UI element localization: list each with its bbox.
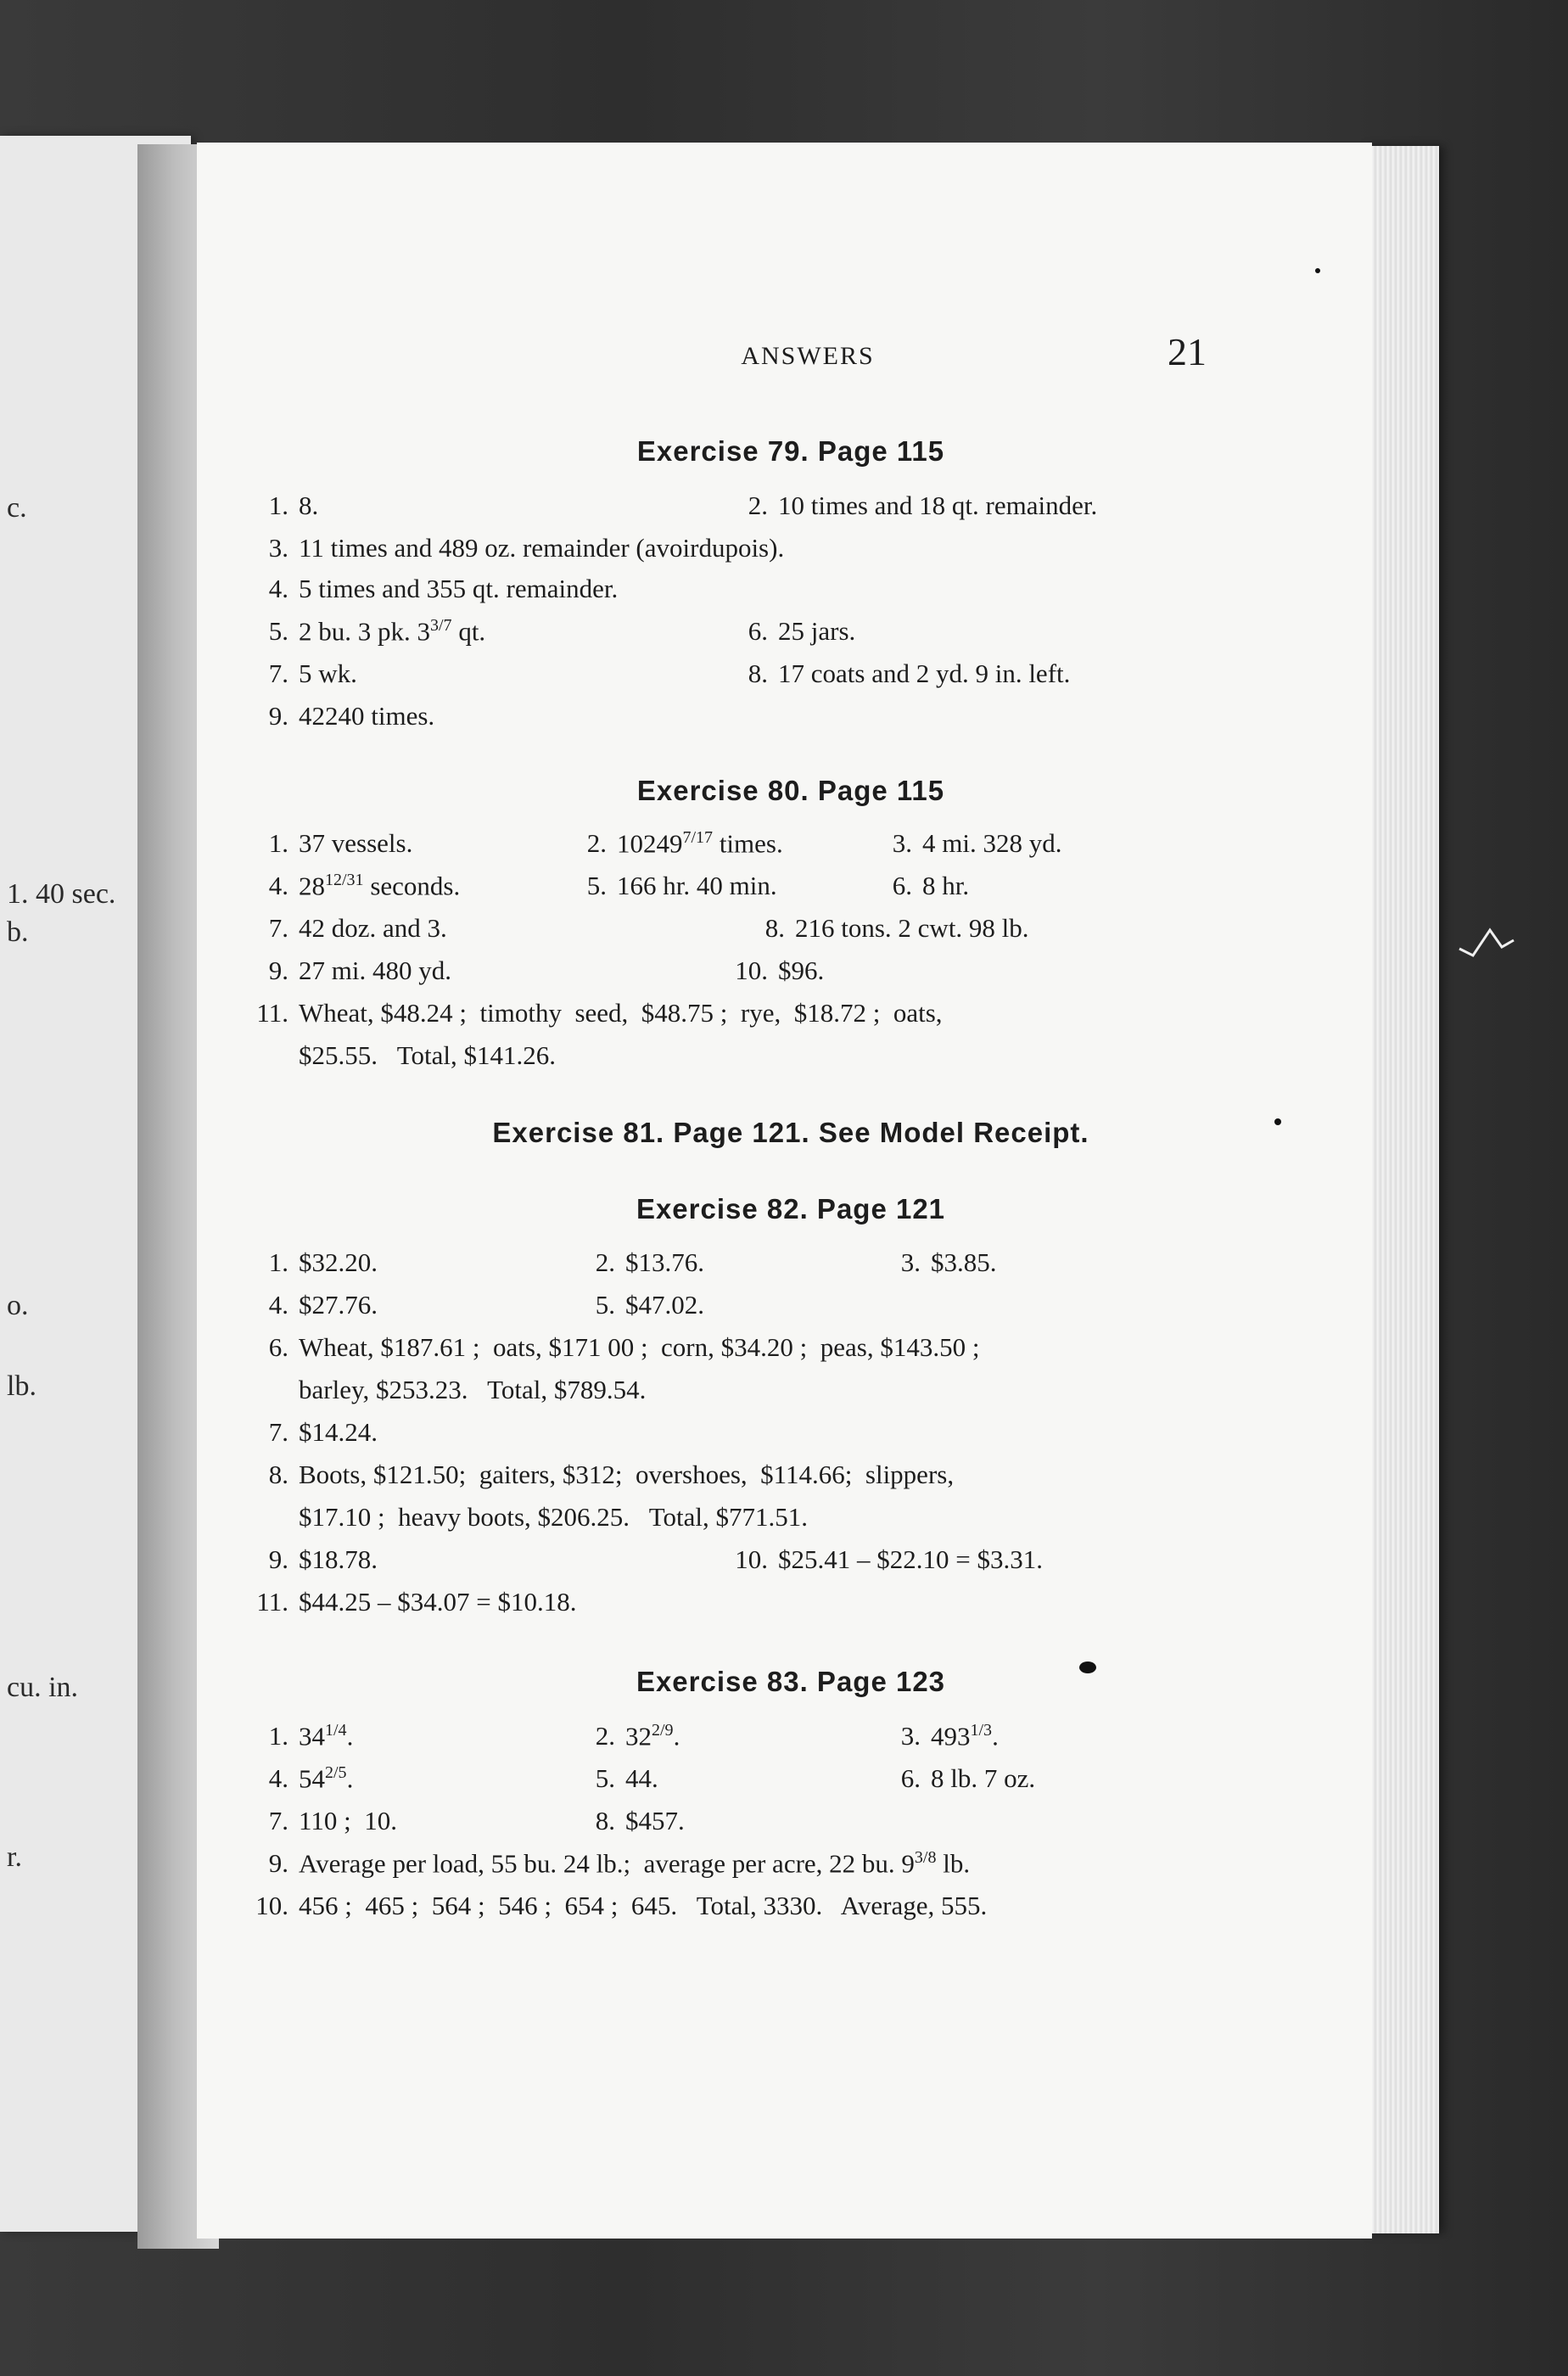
answer-whole: 493 — [931, 1721, 971, 1751]
answer-unit: qt. — [451, 616, 486, 647]
answer-number: 7. — [268, 658, 288, 688]
left-fragment: cu. in. — [7, 1672, 79, 1703]
answer-line — [248, 658, 1368, 699]
answer-whole: 10249 — [617, 828, 683, 859]
answer-text: $25.55. Total, $141.26. — [299, 1040, 556, 1070]
answer-line — [248, 1332, 1368, 1373]
answer-text — [931, 1721, 999, 1751]
answer-number: 2. — [748, 490, 768, 520]
answer-text: 5 times and 355 qt. remainder. — [299, 574, 619, 603]
answer-line — [248, 616, 1368, 657]
answer-number: 6. — [268, 1332, 288, 1362]
answer-text: 17 coats and 2 yd. 9 in. left. — [778, 658, 1071, 688]
answer-number: 6. — [892, 871, 912, 900]
fraction: 2/9 — [652, 1721, 674, 1740]
answer-text — [299, 1763, 353, 1794]
answer-number: 5. — [595, 1763, 615, 1793]
answer-whole: 2 bu. 3 pk. 3 — [299, 616, 430, 647]
answer-text: 8 hr. — [922, 871, 970, 900]
answer-text — [299, 1848, 970, 1879]
answer-number: 5. — [586, 871, 607, 900]
answer-text: $457. — [625, 1806, 685, 1835]
answer-number: 6. — [748, 616, 768, 646]
answer-number: 1. — [268, 490, 288, 520]
exercise-heading: Exercise 81. Page 121. See Model Receipt. — [492, 1117, 1089, 1148]
answer-text: 8. — [299, 490, 319, 520]
answer-line — [248, 1806, 1368, 1846]
fraction: 3/7 — [430, 616, 452, 635]
left-fragment: o. — [7, 1290, 29, 1321]
answer-text: 166 hr. 40 min. — [617, 871, 777, 900]
left-fragment: lb. — [7, 1370, 36, 1402]
answer-number: 1. — [268, 1721, 288, 1751]
answer-text: $18.78. — [299, 1544, 378, 1574]
fraction: 7/17 — [682, 828, 714, 847]
ink-speck — [1274, 1118, 1281, 1125]
answer-whole: 28 — [299, 871, 325, 901]
answer-text — [299, 871, 460, 901]
answer-text: 25 jars. — [778, 616, 856, 646]
answer-line — [248, 1848, 1368, 1889]
answer-number: 7. — [268, 913, 288, 943]
answer-unit: . — [346, 1763, 354, 1794]
answer-line — [248, 1891, 1368, 1931]
answer-text: Wheat, $48.24 ; timothy seed, $48.75 ; rye, $18.72 ; oats, — [299, 998, 943, 1028]
answer-text: Boots, $121.50; gaiters, $312; overshoes, $114.66; slippers, — [299, 1460, 955, 1489]
answer-text: barley, $253.23. Total, $789.54. — [299, 1375, 647, 1404]
answer-number: 10. — [255, 1891, 288, 1920]
answer-number: 5. — [268, 616, 288, 646]
answer-number: 10. — [735, 1544, 768, 1574]
answer-line — [248, 1544, 1368, 1585]
ink-speck — [1315, 268, 1320, 273]
answer-text: 27 mi. 480 yd. — [299, 955, 451, 985]
running-title: ANSWERS — [741, 342, 875, 370]
answer-line — [248, 1502, 1368, 1543]
answer-number: 7. — [268, 1806, 288, 1835]
fraction: 2/5 — [325, 1763, 347, 1782]
page-number: 21 — [1168, 330, 1207, 373]
fraction: 1/4 — [325, 1721, 347, 1740]
answer-number: 3. — [892, 828, 912, 858]
ink-blot — [1079, 1662, 1096, 1673]
left-fragment: r. — [7, 1841, 22, 1873]
answer-unit: lb. — [936, 1848, 971, 1879]
answer-text: $27.76. — [299, 1290, 378, 1320]
answer-number: 11. — [256, 1587, 288, 1617]
left-fragment: c. — [7, 492, 27, 524]
answer-unit: . — [346, 1721, 354, 1751]
answer-text: 5 wk. — [299, 658, 357, 688]
answer-number: 9. — [268, 1848, 288, 1878]
answer-line — [248, 1460, 1368, 1500]
answer-text: 110 ; 10. — [299, 1806, 397, 1835]
fraction: 12/31 — [325, 871, 364, 889]
answer-line — [248, 1290, 1368, 1331]
answer-whole: 32 — [625, 1721, 652, 1751]
answer-text: $32.20. — [299, 1247, 378, 1277]
answer-text: 42240 times. — [299, 701, 435, 731]
answer-text: 8 lb. 7 oz. — [931, 1763, 1036, 1793]
exercise-heading: Exercise 83. Page 123 — [636, 1666, 946, 1697]
answer-number: 3. — [900, 1721, 921, 1751]
answer-text: 4 mi. 328 yd. — [922, 828, 1062, 858]
answer-number: 10. — [735, 955, 768, 985]
answer-number: 11. — [256, 998, 288, 1028]
answer-whole: 54 — [299, 1763, 325, 1794]
answer-line — [248, 871, 1368, 911]
answer-unit: . — [673, 1721, 680, 1751]
answer-number: 9. — [268, 701, 288, 731]
answer-number: 8. — [268, 1460, 288, 1489]
answer-number: 6. — [900, 1763, 921, 1793]
answer-number: 2. — [595, 1247, 615, 1277]
answer-text — [299, 616, 485, 647]
answer-text: 42 doz. and 3. — [299, 913, 447, 943]
answer-text — [299, 1721, 353, 1751]
answer-text: Wheat, $187.61 ; oats, $171 00 ; corn, $34.20 ; peas, $143.50 ; — [299, 1332, 980, 1362]
answer-number: 3. — [268, 533, 288, 563]
answer-number: 3. — [900, 1247, 921, 1277]
answer-line — [248, 1763, 1368, 1804]
answer-number: 8. — [595, 1806, 615, 1835]
answer-number: 4. — [268, 871, 288, 900]
answer-line — [248, 955, 1368, 996]
answer-line — [248, 998, 1368, 1039]
answer-unit: . — [992, 1721, 999, 1751]
answer-text: $14.24. — [299, 1417, 378, 1447]
pencil-mark-icon — [1458, 925, 1517, 959]
answer-number: 7. — [268, 1417, 288, 1447]
answer-text: $13.76. — [625, 1247, 704, 1277]
answer-number: 1. — [268, 828, 288, 858]
answer-number: 8. — [748, 658, 768, 688]
answer-number: 2. — [586, 828, 607, 858]
answer-text — [617, 828, 783, 859]
answer-text: $96. — [778, 955, 825, 985]
answer-number: 9. — [268, 955, 288, 985]
answer-line — [248, 1587, 1368, 1628]
left-fragment: 1. 40 sec. — [7, 878, 116, 910]
answer-number: 4. — [268, 1763, 288, 1793]
exercise-heading: Exercise 79. Page 115 — [636, 435, 945, 467]
answer-text: 456 ; 465 ; 564 ; 546 ; 654 ; 645. Total, 3330. Average, 555. — [299, 1891, 988, 1920]
answer-number: 8. — [764, 913, 785, 943]
answer-line — [248, 913, 1368, 954]
answer-whole: Average per load, 55 bu. 24 lb.; average per acre, 22 bu. 9 — [299, 1848, 915, 1879]
answer-line — [248, 1247, 1368, 1288]
answer-number: 4. — [268, 1290, 288, 1320]
answer-number: 1. — [268, 1247, 288, 1277]
answer-text: 216 tons. 2 cwt. 98 lb. — [795, 913, 1029, 943]
left-fragment: b. — [7, 916, 29, 948]
answer-text: $17.10 ; heavy boots, $206.25. Total, $771.51. — [299, 1502, 809, 1532]
exercise-heading: Exercise 82. Page 121 — [636, 1193, 946, 1224]
answer-text: $3.85. — [931, 1247, 997, 1277]
answer-number: 5. — [595, 1290, 615, 1320]
answer-number: 4. — [268, 574, 288, 603]
answer-text: $25.41 – $22.10 = $3.31. — [778, 1544, 1043, 1574]
answer-number: 2. — [595, 1721, 615, 1751]
answer-unit: times. — [713, 828, 783, 859]
answer-line — [248, 1417, 1368, 1458]
fraction: 3/8 — [914, 1848, 937, 1867]
fraction: 1/3 — [970, 1721, 993, 1740]
answer-line — [248, 1040, 1368, 1081]
answer-line — [248, 828, 1368, 869]
answer-whole: 34 — [299, 1721, 325, 1751]
answer-number: 9. — [268, 1544, 288, 1574]
answer-unit: seconds. — [363, 871, 461, 901]
answer-text — [625, 1721, 680, 1751]
answer-text: 44. — [625, 1763, 658, 1793]
answer-text: $44.25 – $34.07 = $10.18. — [299, 1587, 577, 1617]
answer-text: $47.02. — [625, 1290, 704, 1320]
exercise-heading: Exercise 80. Page 115 — [636, 775, 945, 806]
answer-text: 11 times and 489 oz. remainder (avoirdupois). — [299, 533, 785, 563]
answer-line — [248, 1375, 1368, 1415]
answer-line — [248, 701, 1368, 742]
answer-text: 10 times and 18 qt. remainder. — [778, 490, 1098, 520]
answer-line — [248, 574, 1368, 614]
answer-line — [248, 1721, 1368, 1762]
book-page — [197, 143, 1372, 2239]
answer-line — [248, 490, 1368, 531]
answer-text: 37 vessels. — [299, 828, 413, 858]
answer-line — [248, 533, 1368, 574]
